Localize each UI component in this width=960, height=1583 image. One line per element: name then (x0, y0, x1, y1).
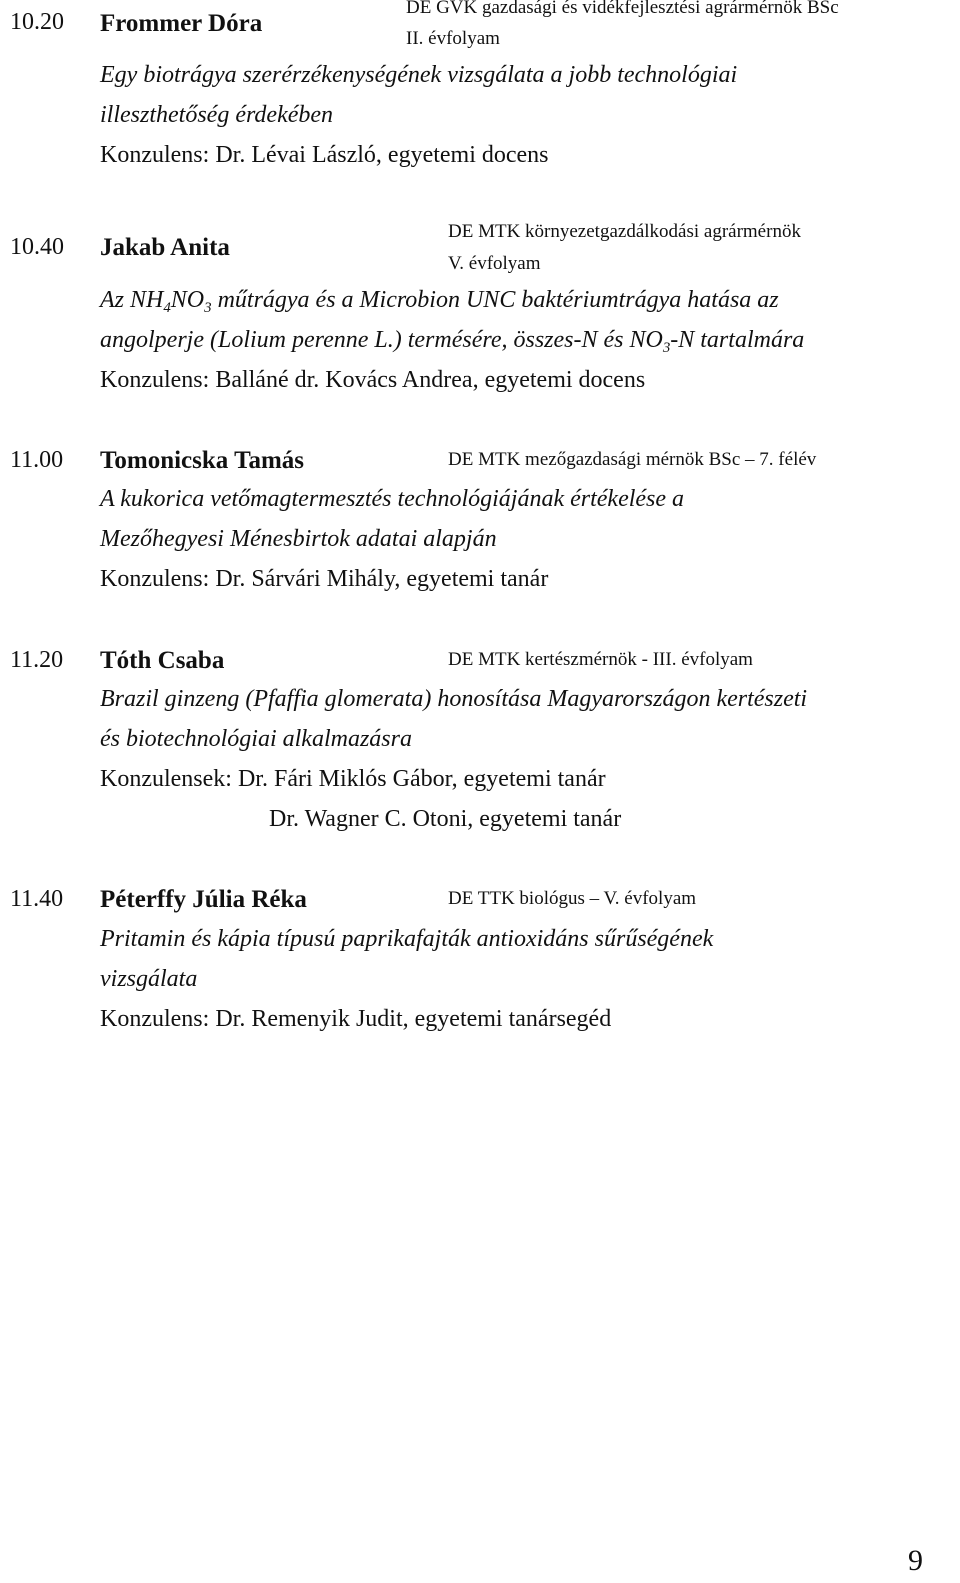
talk-title: Az $NH_4NO_3$ műtrágya és a Microbion UNC baktériumtrágya hatása az (100, 287, 779, 317)
affiliation: DE MTK környezetgazdálkodási agrármérnök (448, 221, 801, 242)
affiliation: DE TTK biológus – V. évfolyam (448, 888, 697, 909)
entry-time: 10.40 (10, 234, 64, 260)
affiliation: DE MTK kertészmérnök - III. évfolyam (448, 649, 753, 670)
presenter-name: Tomonicska Tamás (100, 447, 305, 474)
affiliation: DE GVK gazdasági és vidékfejlesztési agrármérnök BSc (406, 0, 839, 18)
presenter-name: Frommer Dóra (100, 10, 263, 37)
page-number: 9 (908, 1544, 923, 1577)
consultant: Konzulensek: Dr. Fári Miklós Gábor, egyetemi tanár (100, 766, 606, 792)
consultant: Konzulens: Balláné dr. Kovács Andrea, egyetemi docens (100, 367, 646, 393)
presenter-name: Péterffy Júlia Réka (100, 886, 307, 913)
affiliation: V. évfolyam (448, 253, 541, 274)
entry-time: 11.40 (10, 886, 64, 912)
entry-time: 11.00 (10, 447, 64, 473)
affiliation: II. évfolyam (406, 28, 500, 49)
talk-title: Pritamin és kápia típusú paprikafajták antioxidáns sűrűségének (100, 926, 714, 952)
talk-title: Brazil ginzeng (Pfaffia glomerata) honosítása Magyarországon kertészeti (100, 686, 808, 712)
talk-title: és biotechnológiai alkalmazásra (100, 726, 412, 752)
consultant: Konzulens: Dr. Sárvári Mihály, egyetemi tanár (100, 566, 549, 592)
consultant: Dr. Wagner C. Otoni, egyetemi tanár (269, 806, 622, 832)
talk-title: vizsgálata (100, 966, 198, 992)
talk-title: Mezőhegyesi Ménesbirtok adatai alapján (100, 526, 497, 552)
consultant: Konzulens: Dr. Lévai László, egyetemi docens (100, 142, 549, 168)
consultant: Konzulens: Dr. Remenyik Judit, egyetemi tanársegéd (100, 1006, 612, 1032)
entry-time: 10.20 (10, 9, 64, 35)
talk-title: angolperje (Lolium perenne L.) termésére, összes-N és $NO_3-N$ tartalmára (100, 327, 805, 357)
talk-title: Egy biotrágya szerérzékenységének vizsgálata a jobb technológiai (100, 62, 738, 88)
talk-title: illeszthetőség érdekében (100, 102, 334, 128)
entry-time: 11.20 (10, 647, 64, 673)
affiliation: DE MTK mezőgazdasági mérnök BSc – 7. félév (448, 449, 817, 470)
presenter-name: Jakab Anita (100, 234, 230, 261)
presenter-name: Tóth Csaba (100, 647, 225, 674)
talk-title: A kukorica vetőmagtermesztés technológiájának értékelése a (100, 486, 685, 512)
